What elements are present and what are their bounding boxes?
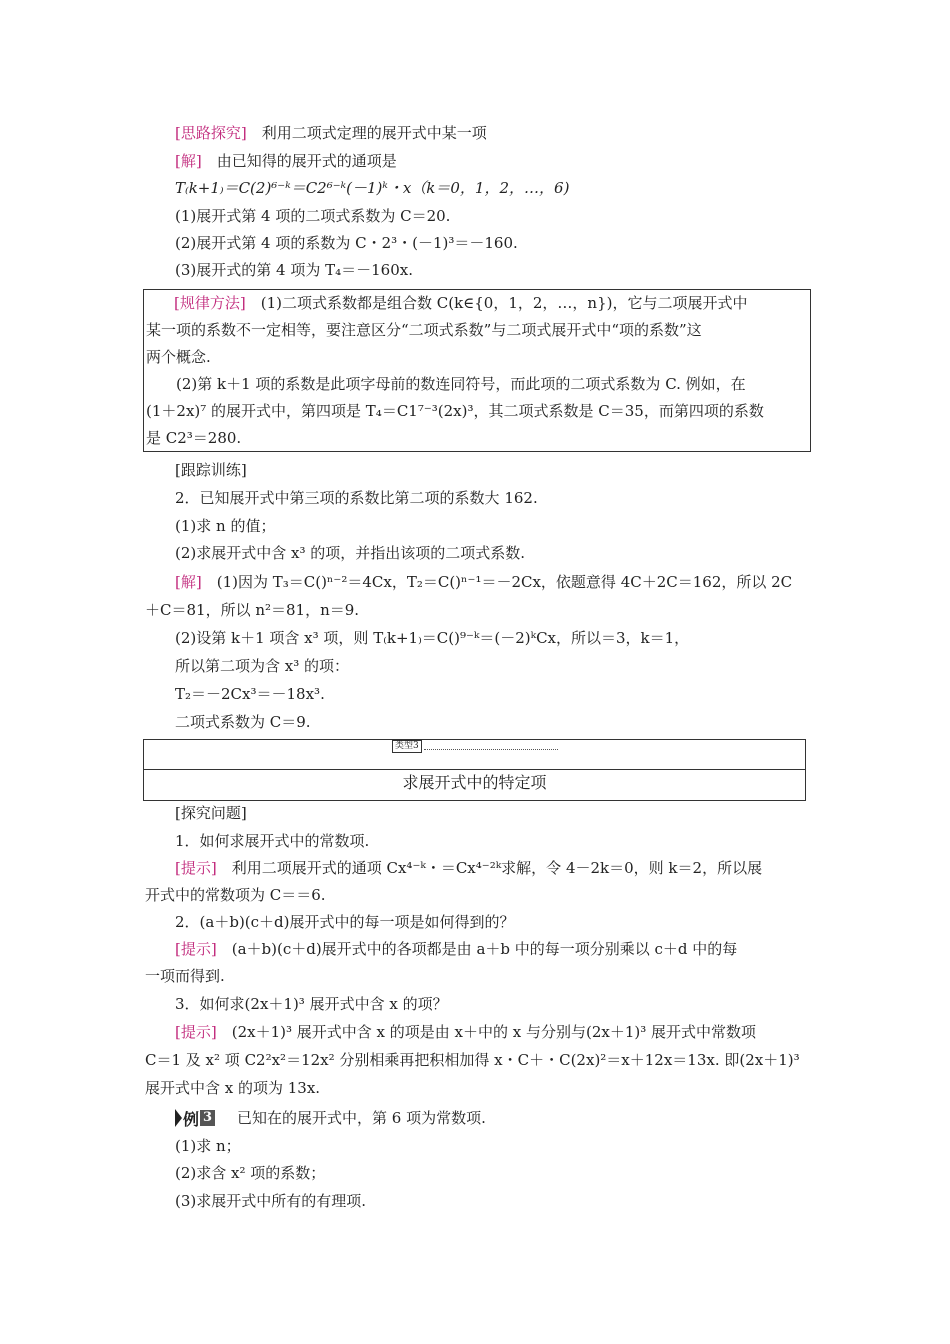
answer-3: (3)展开式的第 4 项为 T₄＝－160x. [175,261,413,279]
explore-a1-line-2: 开式中的常数项为 C＝＝6. [145,886,326,904]
thinking-text: 利用二项式定理的展开式中某一项 [246,124,487,142]
triangle-marker-icon [175,1109,182,1127]
explore-a2-line-1 [175,939,737,959]
hint-tag-2: [提示] [175,940,217,958]
thinking-line [175,123,487,143]
section-title: 求展开式中的特定项 [402,773,547,792]
general-term-formula: T₍k+1₎＝C(2)⁶⁻ᵏ＝C2⁶⁻ᵏ(－1)ᵏ・x（k＝0，1，2，…，6) [175,179,570,197]
answer-2: (2)展开式第 4 项的系数为 C・2³・(－1)³＝－160. [175,234,518,252]
explore-a3-line-2: C＝1 及 x² 项 C2²x²＝12x² 分别相乘再把积相加得 x・C＋・C(2x)²＝x＋12x＝13x. 即(2x＋1)³ [145,1051,800,1069]
explore-q3: 3．如何求(2x＋1)³ 展开式中含 x 的项？ [175,995,448,1013]
example-word: 例 [183,1109,200,1129]
training-solution-tag: [解] [175,573,202,591]
explore-a1-line-1 [175,858,762,878]
method-line-1 [174,293,748,313]
thinking-tag: [思路探究] [175,124,247,142]
method-text-1: (1)二项式系数都是组合数 C(k∈{0，1，2，…，n})，它与二项展开式中 [245,294,748,312]
answer-1: (1)展开式第 4 项的二项式系数为 C＝20. [175,207,451,225]
hint-tag-3: [提示] [175,1023,217,1041]
explore-a3-line-1 [175,1022,756,1042]
training-sub-1: (1)求 n 的值； [175,517,276,535]
method-line-5: (1＋2x)⁷ 的展开式中，第四项是 T₄＝C1⁷⁻³(2x)³，其二项式系数是 C＝35，而第四项的系数 [146,402,764,420]
example-text: 已知在的展开式中，第 6 项为常数项. [237,1109,486,1127]
explore-a2-text-1: (a＋b)(c＋d)展开式中的各项都是由 a＋b 中的每一项分别乘以 c＋d 中的每 [216,940,738,958]
section-header-box [143,739,806,801]
training-solution-line-3: (2)设第 k＋1 项含 x³ 项，则 T₍k+1₎＝C()⁹⁻ᵏ＝(－2)ᵏCx，所以＝3，k＝1， [175,629,690,647]
training-solution-line-5: T₂＝－2Cx³＝－18x³. [175,685,325,703]
explore-header: [探究问题] [175,804,247,822]
training-question: 2．已知展开式中第三项的系数比第二项的系数大 162. [175,489,538,507]
explore-a3-text-1: (2x＋1)³ 展开式中含 x 的项是由 x＋中的 x 与分别与(2x＋1)³ 展开式中常数项 [216,1023,757,1041]
explore-a3-line-3: 展开式中含 x 的项为 13x. [145,1079,321,1097]
hint-tag-1: [提示] [175,859,217,877]
explore-a1-text-1: 利用二项展开式的通项 Cx⁴⁻ᵏ・＝Cx⁴⁻²ᵏ求解，令 4－2k＝0，则 k＝2，所以展 [216,859,763,877]
training-header: [跟踪训练] [175,461,247,479]
solution-tag: [解] [175,152,202,170]
explore-q1: 1．如何求展开式中的常数项. [175,832,370,850]
example-part-2: (2)求含 x² 项的系数； [175,1164,326,1182]
training-solution-line-4: 所以第二项为含 x³ 的项： [175,657,350,675]
example-badge [175,1108,215,1128]
example-number: 3 [200,1110,215,1126]
method-line-4: (2)第 k＋1 项的系数是此项字母前的数连同符号，而此项的二项式系数为 C. 例如，在 [146,375,746,393]
example-part-3: (3)求展开式中所有的有理项. [175,1192,367,1210]
solution-line [175,151,397,171]
type-label: 类型3 [392,740,422,753]
explore-q2: 2．(a＋b)(c＋d)展开式中的每一项是如何得到的？ [175,913,515,931]
type-dotted-line [424,749,558,750]
training-solution-text-1: (1)因为 T₃＝C()ⁿ⁻²＝4Cx，T₂＝C()ⁿ⁻¹＝－2Cx，依题意得 4C＋2C＝162，所以 2C [201,573,793,591]
method-line-6: 是 C2³＝280. [146,429,242,447]
explore-a2-line-2: 一项而得到. [145,967,225,985]
method-box [143,289,811,452]
training-sub-2: (2)求展开式中含 x³ 的项，并指出该项的二项式系数. [175,544,526,562]
training-solution-line-2: ＋C＝81，所以 n²＝81，n＝9. [145,601,360,619]
training-solution-line-1 [175,572,792,592]
solution-text: 由已知得的展开式的通项是 [201,152,397,170]
method-tag: [规律方法] [174,294,246,312]
example-part-1: (1)求 n； [175,1137,241,1155]
section-divider [144,769,805,770]
method-line-3: 两个概念. [146,348,211,366]
method-line-2: 某一项的系数不一定相等，要注意区分“二项式系数”与二项式展开式中“项的系数”这 [146,321,702,339]
training-solution-line-6: 二项式系数为 C＝9. [175,713,311,731]
